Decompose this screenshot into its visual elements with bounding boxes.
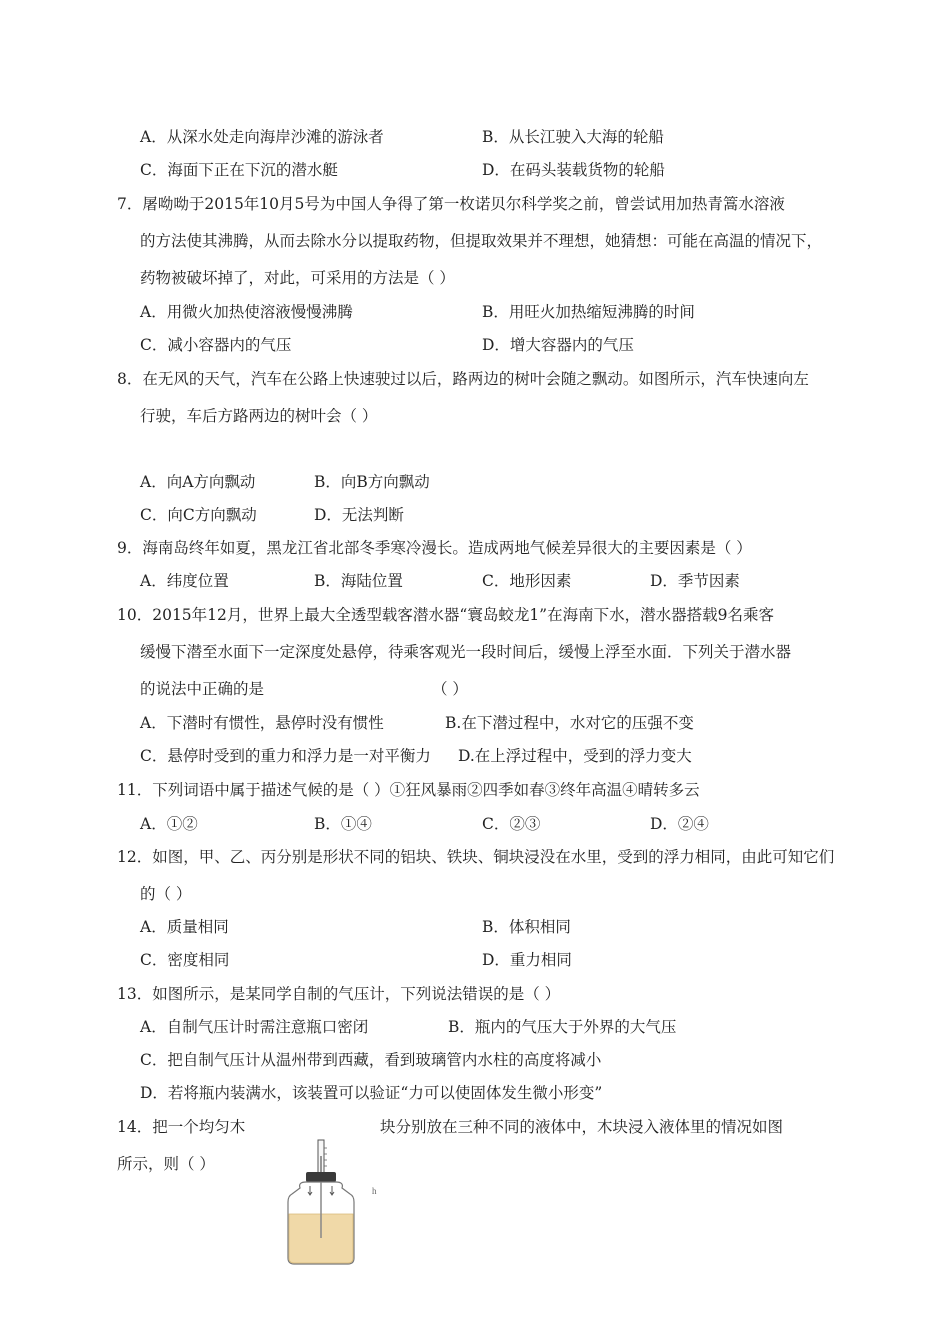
q10-option-a: A．下潜时有惯性，悬停时没有惯性 xyxy=(140,714,384,732)
q9-option-b: B．海陆位置 xyxy=(314,572,403,590)
q9-option-a: A．纬度位置 xyxy=(140,572,229,590)
q10-stem-line2: 缓慢下潜至水面下一定深度处悬停，待乘客观光一段时间后，缓慢上浮至水面．下列关于潜水器 xyxy=(140,643,792,661)
q11-option-b: B．①④ xyxy=(314,815,372,833)
q8-option-d: D．无法判断 xyxy=(314,506,404,524)
q12-option-a: A．质量相同 xyxy=(140,918,229,936)
q11-stem-line1: 11．下列词语中属于描述气候的是（ ）①狂风暴雨②四季如春③终年高温④晴转多云 xyxy=(117,781,700,799)
q8-stem-line2: 行驶，车后方路两边的树叶会（ ） xyxy=(140,407,378,425)
q10-stem-line3: 的说法中正确的是 xyxy=(140,680,265,698)
q6-option-d: D．在码头装载货物的轮船 xyxy=(482,161,665,179)
q9-option-c: C．地形因素 xyxy=(482,572,572,590)
q8-option-a: A．向A方向飘动 xyxy=(140,473,256,491)
q10-stem-line1: 10．2015年12月，世界上最大全透型载客潜水器“寰岛蛟龙1”在海南下水，潜水器搭载9名乘客 xyxy=(117,606,774,624)
q14-stem-line1-part2: 块分别放在三种不同的液体中，木块浸入液体里的情况如图 xyxy=(380,1118,784,1136)
q12-stem-line2: 的（ ） xyxy=(140,885,192,903)
q8-option-b: B．向B方向飘动 xyxy=(314,473,430,491)
q11-option-a: A．①② xyxy=(140,815,198,833)
q7-option-a: A．用微火加热使溶液慢慢沸腾 xyxy=(140,303,353,321)
q7-stem-line3: 药物被破坏掉了，对此，可采用的方法是（ ） xyxy=(140,269,455,287)
q14-stem-line2: 所示，则（ ） xyxy=(117,1155,215,1173)
q8-stem-line1: 8．在无风的天气，汽车在公路上快速驶过以后，路两边的树叶会随之飘动。如图所示，汽车快速向左 xyxy=(117,370,809,388)
q13-option-a: A．自制气压计时需注意瓶口密闭 xyxy=(140,1018,369,1036)
figure-label: h xyxy=(372,1186,377,1196)
q12-option-b: B．体积相同 xyxy=(482,918,571,936)
q7-option-c: C．减小容器内的气压 xyxy=(140,336,292,354)
q12-option-c: C．密度相同 xyxy=(140,951,230,969)
q9-option-d: D．季节因素 xyxy=(650,572,740,590)
q7-option-b: B．用旺火加热缩短沸腾的时间 xyxy=(482,303,695,321)
bottle-stopper xyxy=(306,1172,336,1182)
q11-option-c: C．②③ xyxy=(482,815,541,833)
q13-option-b: B．瓶内的气压大于外界的大气压 xyxy=(448,1018,677,1036)
q10-option-d: D.在上浮过程中，受到的浮力变大 xyxy=(458,747,692,765)
q10-option-c: C．悬停时受到的重力和浮力是一对平衡力 xyxy=(140,747,431,765)
q13-stem-line1: 13．如图所示，是某同学自制的气压计，下列说法错误的是（ ） xyxy=(117,985,561,1003)
q7-option-d: D．增大容器内的气压 xyxy=(482,336,634,354)
q7-stem-line2: 的方法使其沸腾，从而去除水分以提取药物，但提取效果并不理想，她猜想：可能在高温的情况下， xyxy=(140,232,823,250)
q8-option-c: C．向C方向飘动 xyxy=(140,506,257,524)
q10-answer-paren: （ ） xyxy=(432,680,468,698)
q14-stem-line1-part1: 14．把一个均匀木 xyxy=(117,1118,246,1136)
q13-option-d: D．若将瓶内装满水，该装置可以验证“力可以使固体发生微小形变” xyxy=(140,1084,603,1102)
q12-stem-line1: 12．如图，甲、乙、丙分别是形状不同的铝块、铁块、铜块浸没在水里，受到的浮力相同，由此可知它们 xyxy=(117,848,835,866)
q6-option-b: B．从长江驶入大海的轮船 xyxy=(482,128,664,146)
q9-stem-line1: 9．海南岛终年如夏，黑龙江省北部冬季寒冷漫长。造成两地气候差异很大的主要因素是（ ） xyxy=(117,539,752,557)
q6-option-a: A．从深水处走向海岸沙滩的游泳者 xyxy=(140,128,384,146)
q12-option-d: D．重力相同 xyxy=(482,951,572,969)
q13-option-c: C．把自制气压计从温州带到西藏，看到玻璃管内水柱的高度将减小 xyxy=(140,1051,602,1069)
q6-option-c: C．海面下正在下沉的潜水艇 xyxy=(140,161,338,179)
q7-stem-line1: 7．屠呦呦于2015年10月5号为中国人争得了第一枚诺贝尔科学奖之前，曾尝试用加热青篙水溶液 xyxy=(117,195,785,213)
barometer-figure xyxy=(280,1138,390,1266)
q10-option-b: B.在下潜过程中，水对它的压强不变 xyxy=(445,714,694,732)
q11-option-d: D．②④ xyxy=(650,815,709,833)
